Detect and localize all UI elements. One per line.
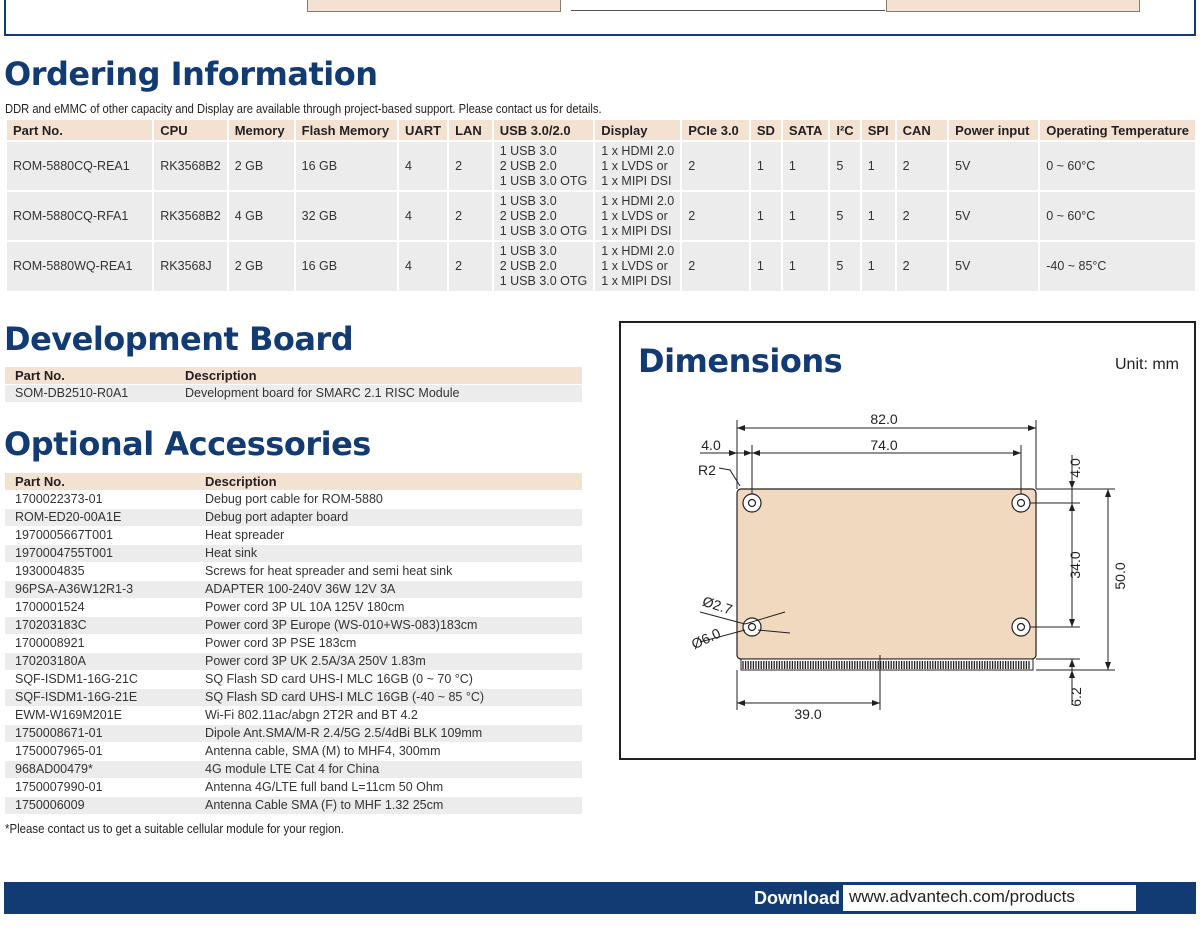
accessory-part-no: 968AD00479*: [5, 760, 195, 778]
accessory-part-no: ROM-ED20-00A1E: [5, 508, 195, 526]
accessory-part-no: 1700022373-01: [5, 490, 195, 508]
ordering-cell-line: 1 USB 3.0 OTG: [499, 173, 588, 188]
accessory-description: Heat sink: [195, 544, 582, 562]
ordering-cell-memory: 2 GB: [228, 241, 295, 291]
ordering-header-cell: Flash Memory: [295, 120, 398, 141]
dim-label-39: 39.0: [794, 706, 822, 722]
ordering-cell-sd: 1: [750, 141, 782, 191]
ordering-header-cell: UART: [398, 120, 448, 141]
dim-label-34: 34.0: [1067, 551, 1083, 579]
accessory-description: Dipole Ant.SMA/M-R 2.4/5G 2.5/4dBi BLK 109mm: [195, 724, 582, 742]
dev-board-header-desc: Description: [175, 367, 582, 384]
ordering-cell-can: 2: [896, 241, 948, 291]
ordering-cell-line: 1 x LVDS or: [601, 158, 668, 173]
accessory-part-no: 1750006009: [5, 796, 195, 814]
ordering-cell-uart: 4: [398, 191, 448, 241]
dev-board-desc: Development board for SMARC 2.1 RISC Module: [175, 384, 582, 402]
ordering-header-cell: SPI: [861, 120, 896, 141]
accessory-part-no: EWM-W169M201E: [5, 706, 195, 724]
accessory-description: ADAPTER 100-240V 36W 12V 3A: [195, 580, 582, 598]
ordering-header-cell: PCIe 3.0: [681, 120, 750, 141]
mounting-hole-bottom-left: [743, 618, 761, 636]
ordering-cell-sata: 1: [782, 241, 829, 291]
dim-label-r2: R2: [698, 462, 716, 478]
accessory-description: Screws for heat spreader and semi heat sink: [195, 562, 582, 580]
dim-label-4-top: 4.0: [1067, 458, 1083, 478]
dev-board-part: SOM-DB2510-R0A1: [5, 384, 175, 402]
ordering-cell-line: 1 x MIPI DSI: [601, 274, 672, 288]
ordering-header-cell: USB 3.0/2.0: [493, 120, 595, 141]
accessory-part-no: 1970005667T001: [5, 526, 195, 544]
dim-label-82: 82.0: [870, 411, 898, 427]
accessory-part-no: 1700001524: [5, 598, 195, 616]
ordering-cell-power: 5V: [948, 191, 1039, 241]
accessory-description: Wi-Fi 802.11ac/abgn 2T2R and BT 4.2: [195, 706, 582, 724]
ordering-header-cell: Memory: [228, 120, 295, 141]
accessory-description: Power cord 3P PSE 183cm: [195, 634, 582, 652]
accessory-description: SQ Flash SD card UHS-I MLC 16GB (-40 ~ 85 °C): [195, 688, 582, 706]
dimensions-unit: Unit: mm: [1115, 356, 1179, 373]
ordering-cell-temp: 0 ~ 60°C: [1039, 191, 1195, 241]
ordering-cell-cpu: RK3568B2: [153, 141, 227, 191]
accessory-description: Debug port adapter board: [195, 508, 582, 526]
accessory-description: SQ Flash SD card UHS-I MLC 16GB (0 ~ 70 °C): [195, 670, 582, 688]
dev-board-title: Development Board: [4, 320, 354, 358]
ordering-cell-line: 2 USB 2.0: [499, 158, 557, 173]
ordering-cell-lan: 2: [448, 141, 493, 191]
ordering-cell-part: ROM-5880CQ-REA1: [6, 141, 153, 191]
ordering-cell-line: 1 x LVDS or: [601, 208, 668, 223]
ordering-header-cell: SATA: [782, 120, 829, 141]
board-outline: [737, 489, 1036, 659]
ordering-cell-line: 1 USB 3.0 OTG: [499, 223, 588, 238]
download-url-link[interactable]: www.advantech.com/products: [843, 885, 1136, 911]
ordering-cell-spi: 1: [861, 141, 896, 191]
ordering-cell-can: 2: [896, 141, 948, 191]
ordering-cell-cpu: RK3568B2: [153, 191, 227, 241]
ordering-cell-line: 1 USB 3.0: [499, 193, 557, 208]
ordering-cell-can: 2: [896, 191, 948, 241]
ordering-header-cell: Operating Temperature: [1039, 120, 1195, 141]
ordering-cell-i2c: 5: [829, 141, 860, 191]
ordering-cell-line: 1 USB 3.0: [499, 244, 557, 258]
ordering-cell-sata: 1: [782, 191, 829, 241]
ordering-cell-sata: 1: [782, 141, 829, 191]
accessory-part-no: 1750008671-01: [5, 724, 195, 742]
ordering-cell-i2c: 5: [829, 241, 860, 291]
ordering-cell-pcie: 2: [681, 191, 750, 241]
ordering-cell-line: 1 x HDMI 2.0: [601, 143, 675, 158]
accessory-description: Antenna cable, SMA (M) to MHF4, 300mm: [195, 742, 582, 760]
accessories-footnote: *Please contact us to get a suitable cellular module for your region.: [5, 821, 344, 836]
accessory-part-no: SQF-ISDM1-16G-21C: [5, 670, 195, 688]
ordering-cell-memory: 4 GB: [228, 191, 295, 241]
ordering-header-cell: CPU: [153, 120, 227, 141]
accessory-part-no: 1700008921: [5, 634, 195, 652]
ordering-cell-line: 1 x LVDS or: [601, 259, 668, 273]
accessory-part-no: SQF-ISDM1-16G-21E: [5, 688, 195, 706]
ordering-cell-line: 1 x HDMI 2.0: [601, 244, 675, 258]
ordering-cell-line: 1 USB 3.0: [499, 143, 557, 158]
ordering-header-cell: SD: [750, 120, 782, 141]
ordering-cell-sd: 1: [750, 191, 782, 241]
dimensions-title: Dimensions: [638, 342, 843, 380]
accessory-part-no: 1970004755T001: [5, 544, 195, 562]
ordering-cell-line: 1 x MIPI DSI: [601, 223, 672, 238]
accessory-description: Antenna 4G/LTE full band L=11cm 50 Ohm: [195, 778, 582, 796]
ordering-cell-part: ROM-5880WQ-REA1: [6, 241, 153, 291]
accessory-description: Power cord 3P UL 10A 125V 180cm: [195, 598, 582, 616]
ordering-cell-sd: 1: [750, 241, 782, 291]
ordering-cell-uart: 4: [398, 141, 448, 191]
dim-label-4-left: 4.0: [701, 437, 721, 453]
ordering-header-cell: I²C: [829, 120, 860, 141]
accessory-description: 4G module LTE Cat 4 for China: [195, 760, 582, 778]
accessory-description: Power cord 3P Europe (WS-010+WS-083)183cm: [195, 616, 582, 634]
ordering-cell-memory: 2 GB: [228, 141, 295, 191]
ordering-title: Ordering Information: [4, 55, 378, 93]
ordering-cell-line: 1 USB 3.0 OTG: [499, 274, 588, 288]
ordering-cell-pcie: 2: [681, 241, 750, 291]
dim-label-hole-large: Ø6.0: [688, 624, 724, 653]
accessory-description: Power cord 3P UK 2.5A/3A 250V 1.83m: [195, 652, 582, 670]
ordering-cell-part: ROM-5880CQ-RFA1: [6, 191, 153, 241]
ordering-cell-cpu: RK3568J: [153, 241, 227, 291]
accessory-description: Heat spreader: [195, 526, 582, 544]
ordering-cell-lan: 2: [448, 191, 493, 241]
accessory-part-no: 1930004835: [5, 562, 195, 580]
accessories-header-part: Part No.: [5, 473, 195, 490]
ordering-cell-flash: 16 GB: [295, 141, 398, 191]
ordering-header-cell: Part No.: [6, 120, 153, 141]
ordering-cell-spi: 1: [861, 241, 896, 291]
accessory-part-no: 170203183C: [5, 616, 195, 634]
dev-board-header-part: Part No.: [5, 367, 175, 384]
ordering-cell-line: 1 x HDMI 2.0: [601, 193, 675, 208]
ordering-cell-temp: -40 ~ 85°C: [1039, 241, 1195, 291]
ordering-cell-i2c: 5: [829, 191, 860, 241]
ordering-note: DDR and eMMC of other capacity and Display are available through project-based support. Please contact us for details.: [5, 101, 602, 116]
ordering-header-cell: Display: [594, 120, 681, 141]
dim-label-74: 74.0: [870, 437, 898, 453]
accessories-title: Optional Accessories: [4, 425, 371, 463]
ordering-cell-uart: 4: [398, 241, 448, 291]
ordering-cell-lan: 2: [448, 241, 493, 291]
accessory-part-no: 1750007990-01: [5, 778, 195, 796]
ordering-cell-line: 1 x MIPI DSI: [601, 173, 672, 188]
ordering-cell-flash: 32 GB: [295, 191, 398, 241]
ordering-cell-line: 2 USB 2.0: [499, 259, 557, 273]
ordering-cell-power: 5V: [948, 241, 1039, 291]
ordering-header-cell: Power input: [948, 120, 1039, 141]
dim-label-50: 50.0: [1112, 562, 1128, 590]
dim-label-6-2: 6.2: [1068, 687, 1084, 707]
mounting-hole-bottom-right: [1012, 618, 1030, 636]
mounting-hole-top-left: [743, 494, 761, 512]
accessories-header-desc: Description: [195, 473, 582, 490]
mounting-hole-top-right: [1012, 494, 1030, 512]
download-label: Download: [754, 888, 840, 908]
accessory-description: Debug port cable for ROM-5880: [195, 490, 582, 508]
ordering-cell-power: 5V: [948, 141, 1039, 191]
ordering-header-cell: LAN: [448, 120, 493, 141]
accessory-part-no: 96PSA-A36W12R1-3: [5, 580, 195, 598]
ordering-cell-line: 2 USB 2.0: [499, 208, 557, 223]
ordering-cell-pcie: 2: [681, 141, 750, 191]
ordering-cell-spi: 1: [861, 191, 896, 241]
accessory-part-no: 1750007965-01: [5, 742, 195, 760]
ordering-cell-flash: 16 GB: [295, 241, 398, 291]
ordering-cell-temp: 0 ~ 60°C: [1039, 141, 1195, 191]
dim-label-hole-small: Ø2.7: [700, 592, 735, 618]
accessory-description: Antenna Cable SMA (F) to MHF 1.32 25cm: [195, 796, 582, 814]
ordering-header-cell: CAN: [896, 120, 948, 141]
accessory-part-no: 170203180A: [5, 652, 195, 670]
